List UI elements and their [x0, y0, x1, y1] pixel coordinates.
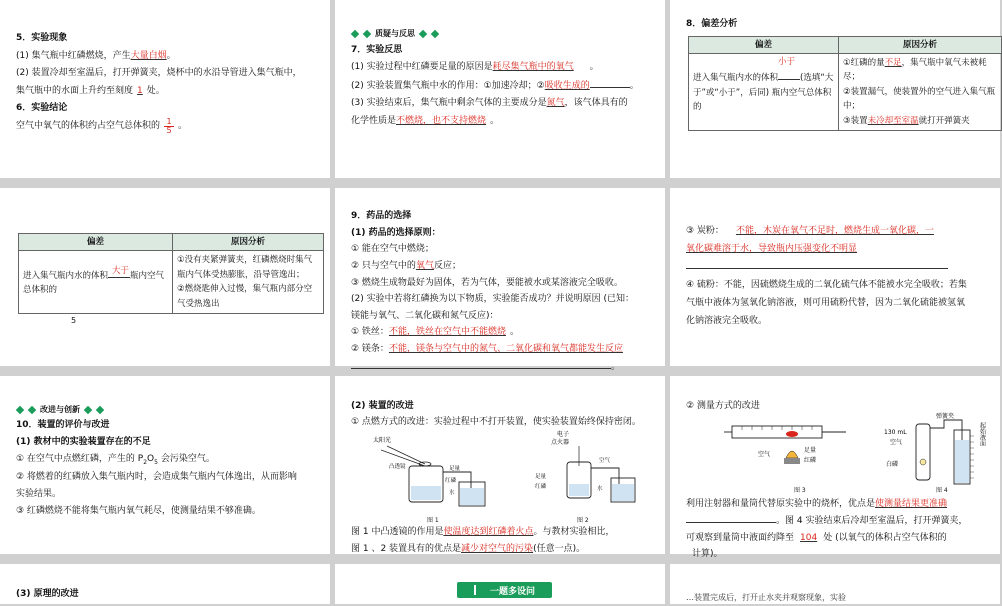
- answer-scale-1: 1: [137, 85, 143, 96]
- label-water: 水: [449, 490, 455, 497]
- figures-1-2: [351, 430, 649, 525]
- principle-3: ③ 燃烧生成物最好为固体，若为气体，要能被水或某溶液完全吸收。: [351, 277, 623, 288]
- label-water: 水: [597, 486, 603, 493]
- fraction-denominator: 5: [71, 315, 77, 325]
- diamond-icon: [84, 405, 92, 413]
- shortcoming-2-cont: 实验结果。: [16, 488, 62, 499]
- answer-oxygen: 氧气: [415, 260, 434, 271]
- answer-104: 104: [800, 532, 818, 543]
- figure-4-caption: 图 4: [936, 487, 948, 495]
- answer-carbon: ③ 炭粉： 不能，木炭在氧气不足时，燃烧生成一氧化碳，一: [686, 226, 934, 236]
- slide-principle-improvement: [0, 564, 330, 604]
- answer-absorb: 吸收生成的: [544, 80, 590, 91]
- label-clip: 弹簧夹: [936, 413, 955, 421]
- slide-reagent-carbon-sulfur: [670, 188, 1000, 366]
- slide-deviation-analysis-less: [670, 0, 1000, 178]
- fig4-question-3: 计算)。: [692, 548, 723, 559]
- slide-reagent-selection: [335, 188, 665, 372]
- phenomenon-1: (1) 集气瓶中红磷燃烧，产生大量白烟。: [16, 50, 176, 61]
- deviation-cell: 进入集气瓶内水的体积 小于 (选填“大于”或“小于”，后同) 瓶内空气总体积的: [689, 53, 839, 130]
- multi-question-button[interactable]: 一题多设问: [457, 582, 552, 598]
- diamond-icon: [28, 405, 36, 413]
- label-electronic: 电子: [557, 431, 570, 439]
- answer-magnesium: ② 镁条：不能，镁条与空气中的氮气、二氧化碳和氧气都能发生反应: [351, 344, 623, 355]
- reflection-3-cont: 化学性质是不燃烧，也不支持燃烧 。: [351, 115, 500, 126]
- phenomenon-2-cont: 集气瓶中的水面上升约至刻度 1 处。: [16, 85, 165, 96]
- measurement-heading: ② 测量方式的改进: [686, 401, 760, 411]
- answer-insufficient: 不足: [884, 57, 902, 68]
- col-header-reason: 原因分析: [839, 36, 1002, 53]
- improvement-heading: (2) 装置的改进: [351, 401, 414, 411]
- diamond-icon: [351, 30, 359, 38]
- section-header-reflection: 质疑与反思: [351, 26, 649, 42]
- label-air: 空气: [890, 439, 903, 447]
- answer-carbon-cont: 氧化碳难溶于水，导致瓶内压强变化不明显: [686, 244, 858, 254]
- section-5-title: 5．实验现象: [16, 33, 68, 43]
- phenomenon-2: (2) 装置冷却至室温后，打开弹簧夹，烧杯中的水沿导管进入集气瓶中，: [16, 68, 302, 79]
- shortcoming-1: ① 在空气中点燃红磷，产生的 $P_2O_5$ 会污染空气。: [16, 454, 215, 467]
- deviation-table-more: [18, 233, 324, 325]
- label-sunlight: 太阳光: [373, 437, 392, 445]
- answer-reduce-pollution: 减少对空气的污染: [461, 543, 534, 554]
- slide-improvement: [0, 376, 330, 554]
- conclusion-line: 空气中氧气的体积约占空气总体积的 1 5 。: [16, 116, 188, 136]
- lens-question: 图 1 中凸透镜的作用是使温度达到红磷着火点。与教材实验相比，: [351, 527, 615, 538]
- deviation-cell: 进入集气瓶内水的体积 大于 瓶内空气总体积的 5: [19, 251, 173, 314]
- answer-sulfur-2: 气瓶中液体为氢氧化钠溶液，则可用硫粉代替，因为二氧化硫能被氢氧: [686, 298, 966, 308]
- label-red-phosphorus: 红磷: [445, 478, 457, 485]
- question-2-cont: 镁能与氧气、二氧化碳和氮气反应)：: [351, 310, 499, 321]
- figure-3-diagram: [722, 414, 862, 484]
- diamond-icon: [96, 405, 104, 413]
- fig4-question-2: 可观察到量筒中液面约降至 104 处 (以氧气的体积占空气体积的: [686, 532, 947, 543]
- label-sufficient: 足量: [535, 474, 547, 481]
- diamond-icon: [419, 30, 427, 38]
- section-9-title: 9．药品的选择: [351, 211, 412, 221]
- deviation-table: [688, 36, 1002, 132]
- answer-white-smoke: 大量白烟: [130, 50, 167, 61]
- figure-2-caption: 图 2: [577, 517, 589, 525]
- answer-magnesium-blank: 。: [351, 358, 649, 376]
- answer-consume-oxygen: 耗尽集气瓶中的氧气: [492, 62, 574, 73]
- section-6-title: 6．实验结论: [16, 103, 68, 114]
- label-sufficient: 足量: [449, 466, 461, 473]
- figure-4-diagram: [882, 410, 1002, 490]
- advantage-line: 利用注射器和量筒代替原实验中的烧杯，优点是使测量结果更准确: [686, 499, 948, 510]
- share-icon: [474, 585, 484, 595]
- question-2: (2) 实验中若将红磷换为以下物质，实验能否成功？并说明原因 (已知：: [351, 294, 634, 305]
- principle-heading: (3) 原理的改进: [16, 589, 79, 599]
- slide-measurement-improvement: [670, 376, 1000, 559]
- col-header-deviation: 偏差: [19, 234, 173, 251]
- label-130ml: 130 mL: [884, 429, 907, 437]
- principle-2: ② 只与空气中的氧气反应；: [351, 260, 461, 271]
- answer-nitrogen: 氮气: [546, 98, 565, 109]
- label-air: 空气: [599, 458, 611, 465]
- figure-1-diagram: [367, 430, 507, 514]
- slide-experiment-reflection: [335, 0, 665, 178]
- answer-sulfur-3: 化钠溶液完全吸收。: [686, 316, 768, 326]
- label-red-phosphorus: 红磷: [535, 484, 547, 491]
- slide-device-improvement: [335, 376, 665, 554]
- col-header-deviation: 偏差: [689, 36, 839, 53]
- shortcoming-3: ③ 红磷燃烧不能将集气瓶内氧气耗尽，使测量结果不够准确。: [16, 505, 261, 516]
- section-10-title: 10．装置的评价与改进: [16, 420, 110, 431]
- principle-1: ① 能在空气中燃烧；: [351, 244, 434, 255]
- figure-1-caption: 图 1: [427, 517, 439, 525]
- answer-fraction-one-fifth: 1 5: [164, 118, 174, 136]
- answer-greater-than: 大于: [112, 265, 130, 276]
- answer-reach-ignition: 使温度达到红磷着火点: [443, 527, 534, 538]
- answer-carbon-blank: [686, 258, 984, 276]
- reflection-3: (3) 实验结束后，集气瓶中剩余气体的主要成分是氮气，该气体具有的: [351, 98, 628, 109]
- label-start-level: 起始液面: [978, 422, 986, 447]
- label-air: 空气: [758, 451, 771, 459]
- answer-no-combustion: 不燃烧，也不支持燃烧: [396, 115, 487, 126]
- label-red-phosphorus: 红磷: [804, 457, 817, 465]
- col-header-reason: 原因分析: [173, 234, 324, 251]
- label-igniter: 点火器: [551, 439, 570, 447]
- answer-not-cooled: 未冷却至室温: [867, 115, 919, 126]
- label-sufficient: 足量: [804, 447, 817, 455]
- diamond-icon: [16, 405, 24, 413]
- advantage-question: 图 1 、2 装置具有的优点是减少对空气的污染(任意一点)。: [351, 543, 586, 554]
- slide-next: [670, 564, 1000, 604]
- figure-2-diagram: [531, 426, 661, 510]
- answer-less-than: 小于: [778, 57, 796, 68]
- fig4-question: 。图 4 实验结束后冷却至室温后，打开弹簧夹，: [686, 512, 984, 529]
- diamond-icon: [363, 30, 371, 38]
- partial-text: …装置完成后，打开止水夹并观察现象，实验: [686, 593, 846, 602]
- slide-experiment-phenomena: [0, 0, 330, 178]
- reflection-1: (1) 实验过程中红磷要足量的原因是耗尽集气瓶中的氧气 。: [351, 62, 599, 73]
- reason-cell: ①红磷的量不足，集气瓶中氧气未被耗尽； ②装置漏气，使装置外的空气进入集气瓶中； ③装置未冷却至室温就打开弹簧夹: [839, 53, 1002, 130]
- label-white-phosphorus: 白磷: [886, 461, 899, 469]
- section-8-title: 8．偏差分析: [686, 19, 738, 29]
- section-7-title: 7．实验反思: [351, 44, 403, 55]
- answer-sulfur: ④ 硫粉：不能，因硫燃烧生成的二氧化硫气体不能被水完全吸收；若集: [686, 280, 967, 290]
- figures-3-4: [686, 414, 984, 496]
- ignition-improvement: ① 点燃方式的改进：实验过程中不打开装置，使实验装置始终保持密闭。: [351, 417, 641, 428]
- reason-cell: ①没有夹紧弹簧夹，红磷燃烧时集气瓶内气体受热膨胀，沿导管逸出； ②燃烧匙伸入过慢，集气瓶内部分空气受热逸出: [173, 251, 324, 314]
- diamond-icon: [431, 30, 439, 38]
- answer-iron: ① 铁丝：不能，铁丝在空气中不能燃烧 。: [351, 327, 519, 338]
- figure-3-caption: 图 3: [794, 487, 806, 495]
- slide-deviation-analysis-more: [0, 188, 330, 366]
- section-header-innovation: 改进与创新: [16, 402, 314, 417]
- shortcomings-heading: (1) 教材中的实验装置存在的不足: [16, 437, 151, 448]
- reflection-2: (2) 实验装置集气瓶中水的作用：①加速冷却；②吸收生成的 。: [351, 77, 649, 96]
- answer-more-accurate: 使测量结果更准确: [875, 499, 948, 510]
- label-lens: 凸透镜: [389, 464, 406, 471]
- principle-heading: (1) 药品的选择原则：: [351, 227, 441, 238]
- shortcoming-2: ② 将燃着的红磷放入集气瓶内时，会造成集气瓶内气体逸出，从而影响: [16, 471, 297, 482]
